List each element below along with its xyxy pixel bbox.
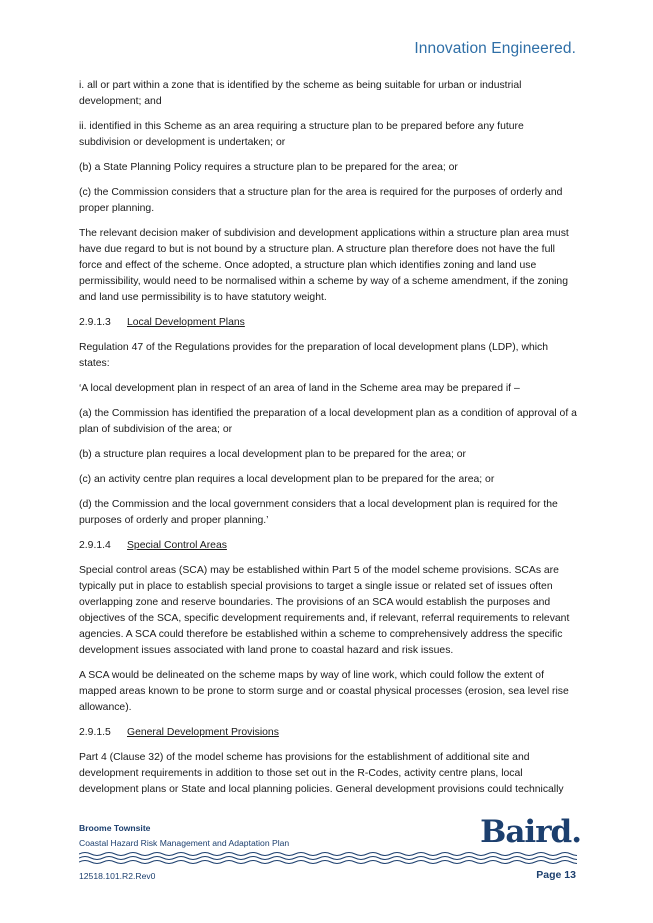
section-number: 2.9.1.5	[79, 727, 111, 738]
section-number: 2.9.1.3	[79, 317, 111, 328]
section-heading-2-9-1-3	[79, 315, 577, 331]
list-item-ii: ii. identified in this Scheme as an area requiring a structure plan to be prepared before any future subdivision or development is undertaken; or	[79, 121, 524, 148]
section-heading-2-9-1-5	[79, 725, 577, 741]
ldp-item-c: (c) an activity centre plan requires a local development plan to be prepared for the area; or	[79, 474, 495, 485]
section-number: 2.9.1.4	[79, 540, 111, 551]
quote-intro: ‘A local development plan in respect of an area of land in the Scheme area may be prepared if –	[79, 383, 520, 394]
page-body	[79, 78, 577, 807]
footer-project-title: Broome Townsite	[79, 823, 151, 833]
regulation-47-paragraph: Regulation 47 of the Regulations provides for the preparation of local development plans (LDP), which states:	[79, 342, 549, 369]
list-item-c: (c) the Commission considers that a structure plan for the area is required for the purposes of orderly and proper planning.	[79, 187, 563, 214]
section-heading-2-9-1-4	[79, 538, 577, 554]
footer-wave-divider	[79, 850, 577, 866]
header-tagline: Innovation Engineered.	[414, 40, 576, 57]
list-item-i: i. all or part within a zone that is identified by the scheme as being suitable for urban or industrial development; and	[79, 80, 522, 107]
structure-plan-paragraph: The relevant decision maker of subdivision and development applications within a structure plan area must have due regard to but is not bound by a structure plan. A structure plan therefore does not have the full force and effect of the scheme. Once adopted, a structure plan which identifies zoning and land use permissibility, would need to be normalised within a scheme by way of a scheme amendment, if the zoning and land use permissibility is to have statutory weight.	[79, 228, 569, 303]
document-reference: 12518.101.R2.Rev0	[79, 871, 156, 881]
general-provisions-paragraph: Part 4 (Clause 32) of the model scheme has provisions for the establishment of additional site and development requirements in addition to those set out in the R-Codes, activity centre plans, local development plans or State and local planning policies. General development provisions could technically	[79, 752, 564, 795]
section-title: General Development Provisions	[127, 727, 279, 738]
ldp-item-d: (d) the Commission and the local government considers that a local development plan is required for the purposes of orderly and proper planning.’	[79, 499, 558, 526]
sca-paragraph: Special control areas (SCA) may be established within Part 5 of the model scheme provisions. SCAs are typically put in place to establish special provisions to target a single issue or related set of issues often overlapping zone and reserve boundaries. The provisions of an SCA would establish the purposes and objectives of the SCA, specific development requirements and, if relevant, referral requirements to relevant agencies. A SCA could therefore be established within a scheme to comprehensively address the specific development issues associated with land prone to coastal hazard and risk issues.	[79, 565, 570, 656]
section-title: Local Development Plans	[127, 317, 245, 328]
page-number: Page 13	[536, 869, 576, 881]
ldp-item-a: (a) the Commission has identified the preparation of a local development plan as a condition of approval of a plan of subdivision of the area; or	[79, 408, 577, 435]
list-item-b: (b) a State Planning Policy requires a structure plan to be prepared for the area; or	[79, 162, 458, 173]
baird-logo: Baird.	[480, 814, 581, 850]
sca-maps-paragraph: A SCA would be delineated on the scheme maps by way of line work, which could follow the extent of mapped areas known to be prone to storm surge and or coastal physical processes (erosion, sea level rise allowance).	[79, 670, 569, 713]
section-title: Special Control Areas	[127, 540, 227, 551]
ldp-item-b: (b) a structure plan requires a local development plan to be prepared for the area; or	[79, 449, 466, 460]
footer-project-subtitle: Coastal Hazard Risk Management and Adaptation Plan	[79, 838, 290, 848]
